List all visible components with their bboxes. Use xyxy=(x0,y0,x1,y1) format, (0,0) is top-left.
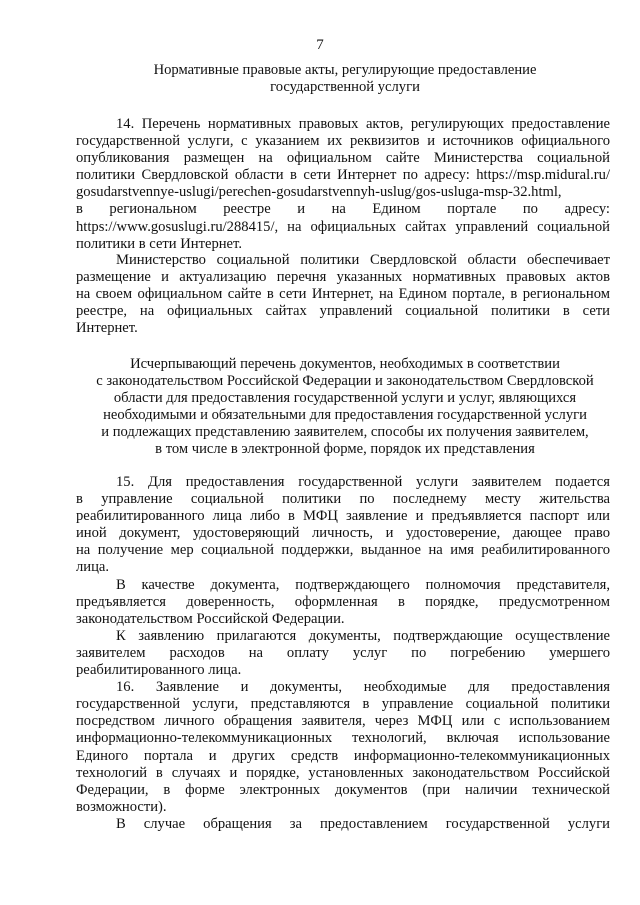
text-line: государственной услуги, с указанием их реквизитов и источников официального xyxy=(76,133,610,150)
text-line: возможности). xyxy=(76,798,167,815)
text-line: предъявляется доверенность, оформленная в порядке, предусмотренном xyxy=(76,593,610,610)
heading-line: государственной услуги xyxy=(270,79,420,95)
heading-line: с законодательством Российской Федерации и законодательством Свердловской xyxy=(96,373,594,389)
text-line: 14. Перечень нормативных правовых актов, регулирующих предоставление xyxy=(116,116,610,132)
text-line: лица. xyxy=(76,559,110,576)
paragraph-ministry xyxy=(76,252,610,337)
text-line: законодательством Российской Федерации. xyxy=(76,610,345,627)
page-number: 7 xyxy=(316,37,324,53)
text-line: на получение мер социальной поддержки, выданное на имя реабилитированного xyxy=(76,542,610,559)
text-line: К заявлению прилагаются документы, подтверждающие осуществление xyxy=(116,627,610,644)
heading-line: в том числе в электронной форме, порядок их представления xyxy=(155,441,535,457)
text-line: посредством личного обращения заявителя, через МФЦ или с использованием xyxy=(76,713,610,730)
text-line: на своем официальном сайте в сети Интернет, на Едином портале, в региональном xyxy=(76,286,610,303)
text-line: заявителем расходов на оплату услуг по погребению умершего xyxy=(76,644,610,661)
text-line: в управление социальной политики по последнему месту жительства xyxy=(76,491,610,508)
text-line: 16. Заявление и документы, необходимые для предоставления xyxy=(116,679,610,696)
text-line: реабилитированного лица. xyxy=(76,662,242,679)
text-line: Министерство социальной политики Свердловской области обеспечивает xyxy=(116,252,610,268)
text-line: https://www.gosuslugi.ru/288415/, на официальных сайтах управлений социальной xyxy=(76,218,610,235)
text-line: государственной услуги, представляются в управление социальной политики xyxy=(76,696,610,713)
text-line: Интернет. xyxy=(76,320,138,337)
heading-line: и подлежащих представлению заявителем, способы их получения заявителем, xyxy=(101,424,589,440)
text-line: 15. Для предоставления государственной услуги заявителем подается xyxy=(116,474,610,490)
text-line: информационно-телекоммуникационных технологий, включая использование xyxy=(76,730,610,747)
text-line: Федерации, в форме электронных документов (при наличии технической xyxy=(76,781,610,798)
text-line: размещение и актуализацию перечня указанных нормативных правовых актов xyxy=(76,269,610,286)
text-line: политики в сети Интернет. xyxy=(76,235,242,252)
text-line: реестре, на официальных сайтах управлений социальной политики в сети xyxy=(76,303,610,320)
text-line: в региональном реестре и на Едином портале по адресу: xyxy=(76,201,610,218)
text-line: политики Свердловской области в сети Интернет по адресу: https://msp.midural.ru/ xyxy=(76,167,610,184)
text-line: иной документ, удостоверяющий личность, и удостоверение, дающее право xyxy=(76,525,610,542)
heading-line: Исчерпывающий перечень документов, необходимых в соответствии xyxy=(130,356,560,372)
text-line: В случае обращения за предоставлением государственной услуги xyxy=(116,815,610,832)
text-line: опубликования размещен на официальном сайте Министерства социальной xyxy=(76,150,610,167)
paragraphs-15-16 xyxy=(76,474,610,833)
text-line: В качестве документа, подтверждающего полномочия представителя, xyxy=(116,576,610,593)
paragraph-14 xyxy=(76,116,610,253)
heading-line: области для предоставления государственной услуги и услуг, являющихся xyxy=(113,390,577,406)
text-line: технологий в случаях и порядке, установленных законодательством Российской xyxy=(76,764,610,781)
section-heading-legal-acts xyxy=(70,62,620,96)
text-line: Единого портала и других средств информационно-телекоммуникационных xyxy=(76,747,610,764)
heading-line: Нормативные правовые акты, регулирующие предоставление xyxy=(153,62,537,78)
text-line: gosudarstvennye-uslugi/perechen-gosudarstvennyh-uslug/gos-usluga-msp-32.html, xyxy=(76,184,562,201)
heading-line: необходимыми и обязательными для предоставления государственной услуги xyxy=(103,407,587,423)
section-heading-documents xyxy=(70,356,620,458)
text-line: реабилитированного лица либо в МФЦ заявление и предъявляется паспорт или xyxy=(76,508,610,525)
